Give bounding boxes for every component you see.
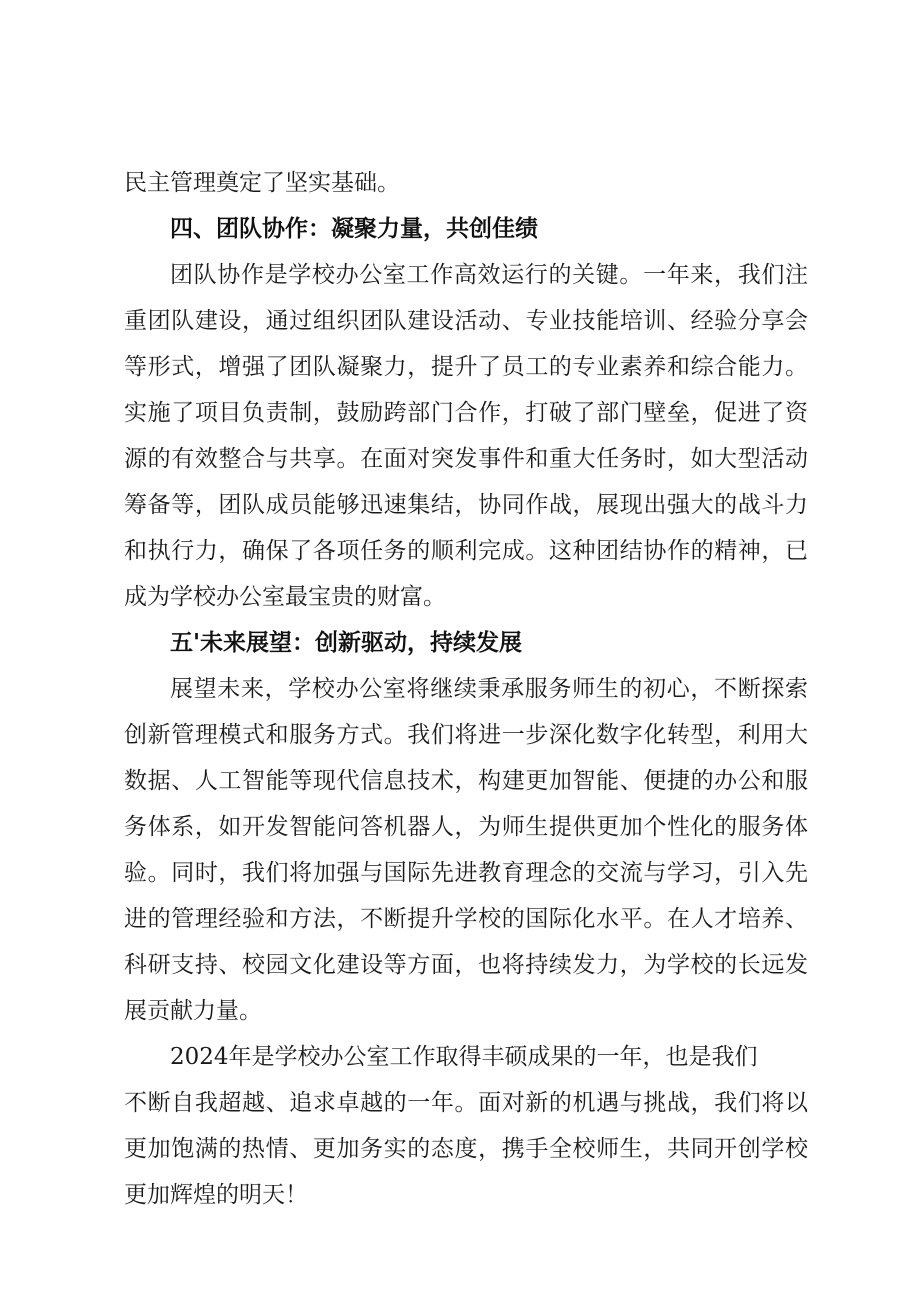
- carryover-paragraph: 民主管理奠定了坚实基础。: [124, 170, 400, 196]
- closing-paragraph: [124, 1034, 808, 1218]
- closing-first-line: 2024年是学校办公室工作取得丰硕成果的一年，也是我们: [170, 1044, 758, 1070]
- section-5-heading: 五'未来展望：创新驱动，持续发展: [170, 630, 523, 656]
- closing-remaining-text: 不断自我超越、追求卓越的一年。面对新的机遇与挑战，我们将以更加饱满的热情、更加务实的态度，携手全校师生，共同开创学校更加辉煌的明天！: [124, 1090, 808, 1208]
- section-4-heading: 四、团队协作：凝聚力量，共创佳绩: [170, 216, 538, 242]
- document-body: [124, 160, 808, 1218]
- section-5-paragraph: 展望未来，学校办公室将继续秉承服务师生的初心，不断探索创新管理模式和服务方式。我们将进一步深化数字化转型，利用大数据、人工智能等现代信息技术，构建更加智能、便捷的办公和服务体系，如开发智能问答机器人，为师生提供更加个性化的服务体验。同时，我们将加强与国际先进教育理念的交流与学习，引入先进的管理经验和方法，不断提升学校的国际化水平。在人才培养、科研支持、校园文化建设等方面，也将持续发力，为学校的长远发展贡献力量。: [124, 676, 808, 1024]
- section-4-paragraph: 团队协作是学校办公室工作高效运行的关键。一年来，我们注重团队建设，通过组织团队建设活动、专业技能培训、经验分享会等形式，增强了团队凝聚力，提升了员工的专业素养和综合能力。实施了项目负责制，鼓励跨部门合作，打破了部门壁垒，促进了资源的有效整合与共享。在面对突发事件和重大任务时，如大型活动筹备等，团队成员能够迅速集结，协同作战，展现出强大的战斗力和执行力，确保了各项任务的顺利完成。这种团结协作的精神，已成为学校办公室最宝贵的财富。: [124, 262, 808, 610]
